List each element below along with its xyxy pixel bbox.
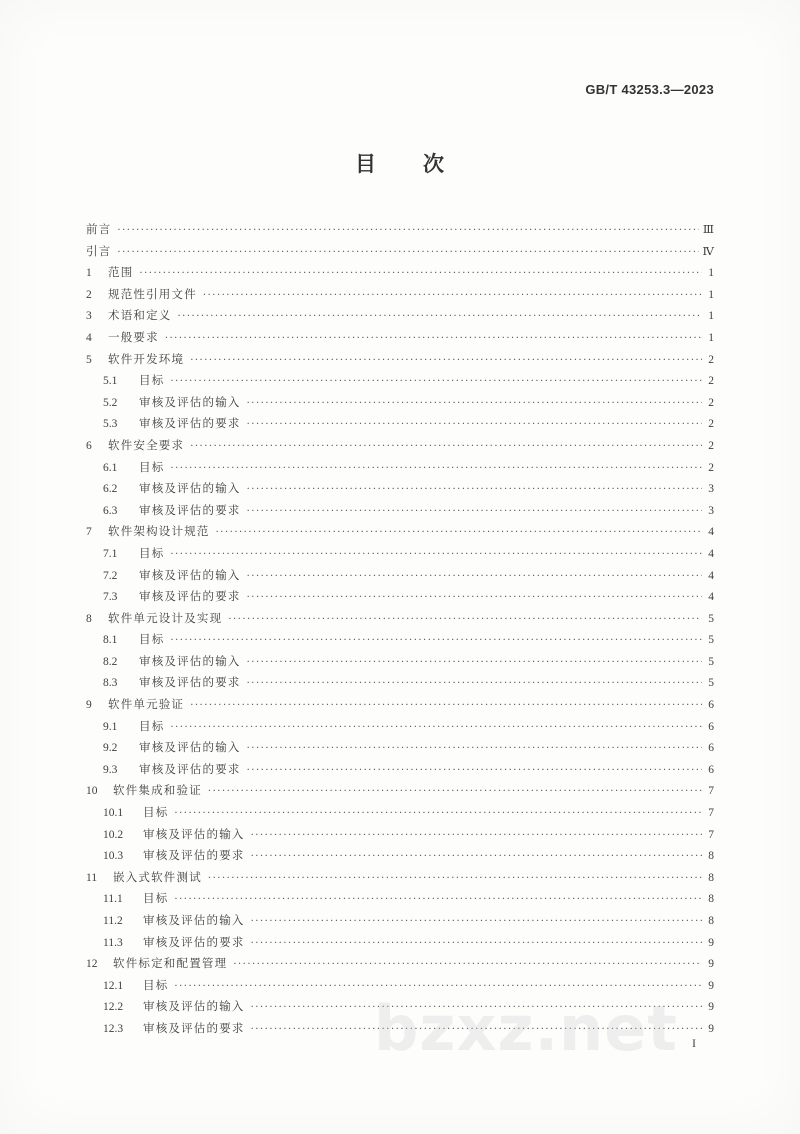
toc-entry-label: 审核及评估的输入	[139, 394, 241, 409]
toc-entry-number: 5.1	[103, 375, 118, 388]
toc-dot-leader	[251, 825, 702, 847]
toc-entry[interactable]	[86, 867, 714, 889]
document-code: GB/T 43253.3—2023	[585, 82, 714, 97]
toc-entry-number: 6.1	[103, 461, 118, 474]
toc-dot-leader	[174, 803, 702, 825]
toc-subentry[interactable]	[86, 370, 714, 392]
toc-title-char: 目	[355, 152, 377, 176]
toc-subentry[interactable]	[86, 824, 714, 846]
toc-entry-label: 审核及评估的要求	[139, 502, 241, 517]
toc-entry-label: 范围	[108, 265, 134, 280]
toc-entry-page: 2	[708, 353, 714, 366]
toc-entry-number: 12.1	[103, 979, 124, 992]
toc-subentry[interactable]	[86, 737, 714, 759]
toc-entry-page: 3	[708, 504, 714, 517]
toc-entry-number: 11.3	[103, 936, 123, 949]
toc-entry-label: 目标	[139, 718, 165, 733]
toc-subentry[interactable]	[86, 888, 714, 910]
toc-dot-leader	[117, 220, 699, 242]
toc-dot-leader	[251, 933, 702, 955]
toc-entry[interactable]	[86, 953, 714, 975]
toc-entry-label: 审核及评估的要求	[139, 675, 241, 690]
toc-entry-number: 10	[86, 785, 98, 798]
toc-entry-label: 审核及评估的输入	[143, 913, 245, 927]
toc-entry-label: 软件单元设计及实现	[108, 610, 223, 625]
toc-entry-label: 目标	[143, 891, 169, 906]
toc-dot-leader	[251, 1019, 702, 1041]
toc-entry[interactable]	[86, 284, 714, 306]
toc-dot-leader	[174, 976, 702, 998]
toc-subentry[interactable]	[86, 629, 714, 651]
toc-entry-page: 8	[708, 850, 714, 863]
toc-dot-leader	[233, 954, 702, 976]
toc-entry[interactable]	[86, 780, 714, 802]
toc-entry-page: 4	[708, 526, 714, 539]
toc-dot-leader	[251, 911, 702, 933]
toc-entry-label: 目标	[139, 459, 165, 474]
toc-entry-page: 1	[708, 331, 714, 344]
toc-entry-number: 4	[86, 331, 92, 344]
toc-entry[interactable]	[86, 694, 714, 716]
toc-entry-label: 软件安全要求	[108, 437, 185, 452]
toc-entry-page: 9	[708, 979, 714, 992]
toc-entry-label: 软件单元验证	[108, 697, 185, 712]
toc-dot-leader	[247, 738, 702, 760]
toc-dot-leader	[208, 868, 702, 890]
toc-dot-leader	[247, 414, 702, 436]
toc-entry[interactable]	[86, 219, 714, 241]
toc-entry-label: 目标	[143, 977, 169, 992]
toc-dot-leader	[139, 263, 702, 285]
toc-subentry[interactable]	[86, 651, 714, 673]
toc-entry-number: 11.2	[103, 915, 123, 927]
toc-entry-page: 8	[708, 915, 714, 927]
toc-entry-page: 9	[708, 1022, 714, 1035]
toc-entry-number: 7.1	[103, 547, 118, 560]
toc-entry-number: 10.2	[103, 828, 124, 841]
toc-subentry[interactable]	[86, 392, 714, 414]
toc-entry-label: 软件集成和验证	[113, 783, 202, 798]
toc-entry-page: 8	[708, 871, 714, 884]
toc-subentry[interactable]	[86, 975, 714, 997]
toc-entry-page: Ⅲ	[702, 224, 714, 236]
toc-dot-leader	[208, 781, 702, 803]
toc-entry-number: 9.3	[103, 763, 118, 776]
toc-entry-label: 嵌入式软件测试	[113, 869, 202, 884]
toc-entry-page: 4	[708, 591, 714, 604]
toc-dot-leader	[247, 587, 702, 609]
toc-dot-leader	[170, 544, 702, 566]
toc-entry-label: 软件架构设计规范	[108, 524, 210, 539]
toc-entry-number: 1	[86, 267, 92, 280]
toc-entry-number: 5	[86, 353, 92, 366]
toc-entry-number: 10.1	[103, 807, 124, 820]
toc-entry-number: 2	[86, 288, 92, 301]
toc-entry[interactable]	[86, 241, 714, 263]
toc-entry-number: 3	[86, 310, 92, 323]
toc-entry-number: 9	[86, 699, 92, 712]
toc-dot-leader	[247, 652, 702, 674]
toc-entry-page: 6	[708, 720, 714, 733]
toc-entry-label: 审核及评估的输入	[143, 826, 245, 841]
toc-subentry[interactable]	[86, 586, 714, 608]
toc-entry-number: 12	[86, 958, 98, 971]
toc-entry-page: 9	[708, 1001, 714, 1014]
watermark: bzxz.net	[374, 992, 678, 1065]
toc-entry-page: 7	[708, 807, 714, 820]
toc-subentry[interactable]	[86, 565, 714, 587]
toc-dot-leader	[247, 393, 702, 415]
toc-dot-leader	[247, 673, 702, 695]
toc-entry[interactable]	[86, 521, 714, 543]
toc-entry-page: 4	[708, 547, 714, 560]
toc-entry-page: 7	[708, 785, 714, 798]
table-of-contents	[86, 219, 714, 1040]
toc-dot-leader	[228, 609, 702, 631]
toc-dot-leader	[170, 371, 702, 393]
toc-entry-number: 12.3	[103, 1022, 124, 1035]
toc-subentry[interactable]	[86, 543, 714, 565]
toc-entry-label: 审核及评估的输入	[139, 740, 241, 755]
toc-entry-page: 5	[708, 634, 714, 647]
toc-subentry[interactable]	[86, 457, 714, 479]
toc-entry-number: 9.2	[103, 742, 118, 755]
toc-entry[interactable]	[86, 305, 714, 327]
toc-dot-leader	[174, 889, 702, 911]
toc-entry-page: 6	[708, 699, 714, 712]
toc-dot-leader	[178, 306, 703, 328]
toc-entry-number: 11	[86, 871, 98, 884]
toc-entry-label: 审核及评估的输入	[139, 481, 241, 496]
toc-entry-label: 一般要求	[108, 329, 159, 344]
toc-entry-label: 审核及评估的要求	[143, 934, 245, 949]
toc-entry-label: 规范性引用文件	[108, 286, 197, 301]
toc-title	[0, 148, 800, 178]
toc-dot-leader	[170, 717, 702, 739]
toc-entry-page: 2	[708, 461, 714, 474]
toc-entry-number: 6.3	[103, 504, 118, 517]
toc-entry-page: 5	[708, 655, 714, 668]
toc-entry-number: 9.1	[103, 720, 118, 733]
toc-entry-number: 11.1	[103, 893, 123, 906]
toc-entry-number: 8.1	[103, 634, 118, 647]
toc-dot-leader	[251, 846, 702, 868]
toc-entry-label: 目标	[139, 632, 165, 647]
toc-dot-leader	[247, 479, 702, 501]
toc-entry-page: 5	[708, 612, 714, 625]
toc-entry-page: 9	[708, 936, 714, 949]
toc-entry-number: 6	[86, 439, 92, 452]
toc-subentry[interactable]	[86, 996, 714, 1018]
toc-entry-label: 目标	[139, 373, 165, 388]
toc-entry-page: 2	[708, 439, 714, 452]
toc-dot-leader	[190, 436, 702, 458]
toc-dot-leader	[170, 458, 702, 480]
toc-dot-leader	[247, 760, 702, 782]
toc-entry-label: 审核及评估的输入	[139, 653, 241, 668]
toc-entry-page: 6	[708, 763, 714, 776]
toc-entry-page: 6	[708, 742, 714, 755]
toc-dot-leader	[247, 566, 702, 588]
toc-subentry[interactable]	[86, 932, 714, 954]
toc-entry-page: 1	[708, 288, 714, 301]
toc-entry-label: 引言	[86, 243, 112, 258]
toc-subentry[interactable]	[86, 845, 714, 867]
toc-entry-number: 5.2	[103, 396, 118, 409]
toc-entry-page: 9	[708, 958, 714, 971]
toc-entry-label: 前言	[86, 222, 112, 236]
toc-entry-number: 10.3	[103, 850, 124, 863]
toc-entry-label: 术语和定义	[108, 308, 172, 323]
toc-entry-label: 软件开发环境	[108, 351, 185, 366]
toc-entry-page: 7	[708, 828, 714, 841]
toc-entry-number: 6.2	[103, 483, 118, 496]
toc-entry-number: 8.2	[103, 655, 118, 668]
toc-subentry[interactable]	[86, 802, 714, 824]
toc-entry[interactable]	[86, 262, 714, 284]
toc-entry-page: 4	[708, 569, 714, 582]
toc-entry-page: 2	[708, 418, 714, 431]
toc-entry-label: 目标	[143, 805, 169, 820]
toc-entry-label: 审核及评估的要求	[143, 848, 245, 863]
toc-entry-page: 1	[708, 267, 714, 280]
toc-entry-label: 软件标定和配置管理	[113, 956, 228, 971]
toc-entry-number: 5.3	[103, 418, 118, 431]
toc-entry-number: 8.3	[103, 677, 118, 690]
toc-entry-label: 审核及评估的要求	[139, 761, 241, 776]
toc-entry-page: 2	[708, 396, 714, 409]
toc-subentry[interactable]	[86, 759, 714, 781]
toc-entry-number: 7.3	[103, 591, 118, 604]
toc-subentry[interactable]	[86, 1018, 714, 1040]
toc-dot-leader	[170, 630, 702, 652]
toc-entry-label: 审核及评估的要求	[139, 416, 241, 431]
toc-subentry[interactable]	[86, 910, 714, 932]
toc-entry-page: 5	[708, 677, 714, 690]
toc-dot-leader	[117, 242, 698, 264]
toc-subentry[interactable]	[86, 478, 714, 500]
toc-dot-leader	[247, 501, 702, 523]
toc-entry-number: 12.2	[103, 1001, 124, 1014]
toc-dot-leader	[203, 285, 702, 307]
toc-entry-label: 审核及评估的要求	[143, 1020, 245, 1035]
toc-dot-leader	[251, 997, 702, 1019]
toc-entry-label: 审核及评估的输入	[143, 999, 245, 1014]
toc-entry-page: 1	[708, 310, 714, 323]
toc-entry-label: 审核及评估的输入	[139, 567, 241, 582]
toc-subentry[interactable]	[86, 413, 714, 435]
toc-entry-page: Ⅳ	[702, 245, 714, 258]
toc-entry-number: 8	[86, 612, 92, 625]
toc-title-char: 次	[423, 152, 445, 176]
toc-entry-page: 2	[708, 375, 714, 388]
toc-dot-leader	[216, 522, 702, 544]
toc-dot-leader	[165, 328, 702, 350]
toc-entry[interactable]	[86, 608, 714, 630]
toc-entry[interactable]	[86, 435, 714, 457]
toc-subentry[interactable]	[86, 716, 714, 738]
page-number: I	[692, 1036, 696, 1050]
toc-entry[interactable]	[86, 327, 714, 349]
toc-dot-leader	[190, 350, 702, 372]
toc-subentry[interactable]	[86, 500, 714, 522]
toc-entry-page: 3	[708, 483, 714, 496]
toc-subentry[interactable]	[86, 672, 714, 694]
toc-entry[interactable]	[86, 349, 714, 371]
toc-dot-leader	[190, 695, 702, 717]
toc-entry-number: 7	[86, 526, 92, 539]
toc-entry-label: 审核及评估的要求	[139, 589, 241, 604]
toc-entry-number: 7.2	[103, 569, 118, 582]
toc-entry-label: 目标	[139, 545, 165, 560]
toc-entry-page: 8	[708, 893, 714, 906]
